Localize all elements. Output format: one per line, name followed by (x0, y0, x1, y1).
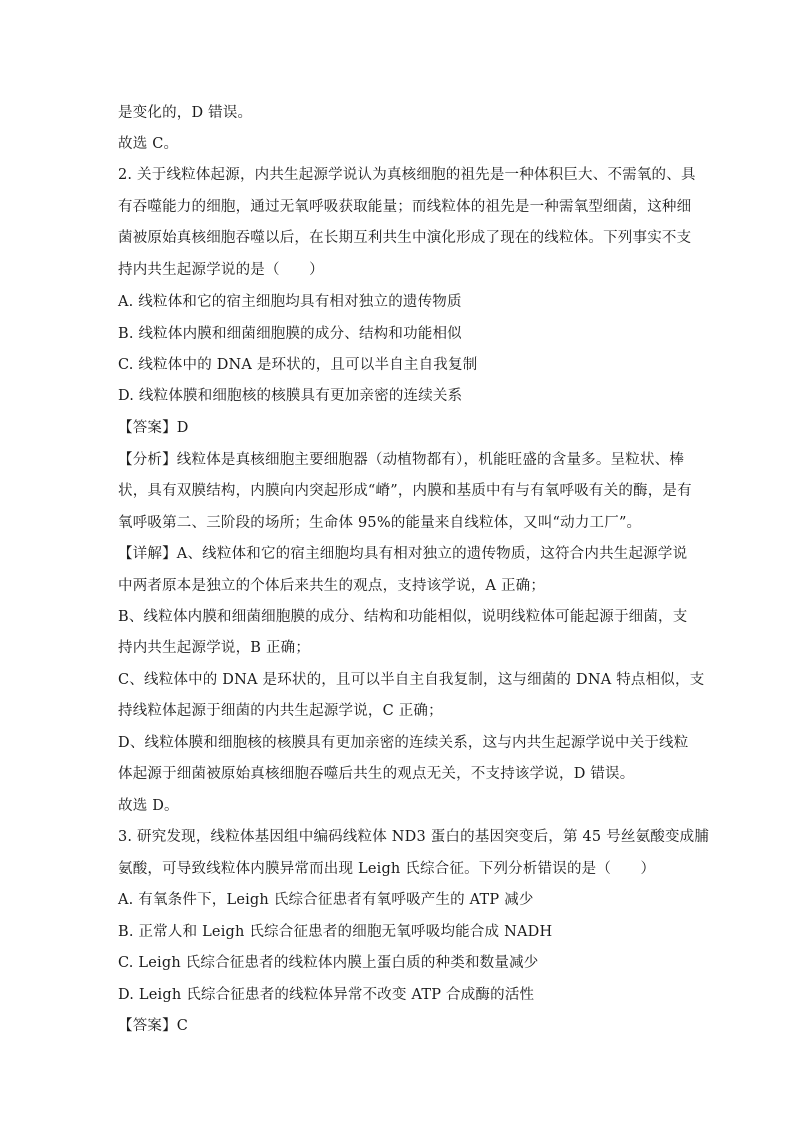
text-line: 故选 D。 (118, 798, 179, 814)
text-line: 持内共生起源学说的是（ ） (118, 262, 324, 278)
answer-label: 【答案】C (118, 1018, 189, 1034)
option-b: B. 正常人和 Leigh 氏综合征患者的细胞无氧呼吸均能合成 NADH (118, 924, 553, 940)
text-line: 故选 C。 (118, 136, 179, 152)
option-b: B. 线粒体内膜和细菌细胞膜的成分、结构和功能相似 (118, 326, 462, 342)
analysis-paragraph: 【分析】线粒体是真核细胞主要细胞器（动植物都有），机能旺盛的含量多。呈粒状、棒 (118, 452, 685, 468)
question-3-stem: 3. 研究发现，线粒体基因组中编码线粒体 ND3 蛋白的基因突变后，第 45 号丝氨酸变成脯 (118, 829, 710, 845)
option-a: A. 有氧条件下，Leigh 氏综合征患者有氧呼吸产生的 ATP 减少 (118, 892, 534, 908)
text-line: 是变化的，D 错误。 (118, 105, 253, 121)
text-line: 有吞噬能力的细胞，通过无氧呼吸获取能量；而线粒体的祖先是一种需氧型细菌，这种细 (118, 199, 692, 215)
answer-label: 【答案】D (118, 420, 189, 436)
explanation-paragraph: 【详解】A、线粒体和它的宿主细胞均具有相对独立的遗传物质，这符合内共生起源学说 (118, 546, 688, 562)
option-a: A. 线粒体和它的宿主细胞均具有相对独立的遗传物质 (118, 294, 462, 310)
text-line: 状，具有双膜结构，内膜向内突起形成“嵴”，内膜和基质中有与有氧呼吸有关的酶，是有 (118, 483, 692, 499)
option-c: C. 线粒体中的 DNA 是环状的，且可以半自主自我复制 (118, 357, 478, 373)
question-2-stem: 2. 关于线粒体起源，内共生起源学说认为真核细胞的祖先是一种体积巨大、不需氧的、具 (118, 167, 696, 183)
text-line: 氨酸，可导致线粒体内膜异常而出现 Leigh 氏综合征。下列分析错误的是（ ） (118, 861, 656, 877)
text-line: 体起源于细菌被原始真核细胞吞噬后共生的观点无关，不支持该学说，D 错误。 (118, 766, 635, 782)
text-line: 氧呼吸第二、三阶段的场所；生命体 95%的能量来自线粒体，又叫“动力工厂”。 (118, 515, 642, 531)
text-line: 持线粒体起源于细菌的内共生起源学说，C 正确； (118, 703, 443, 719)
text-line: B、线粒体内膜和细菌细胞膜的成分、结构和功能相似，说明线粒体可能起源于细菌，支 (118, 609, 688, 625)
text-line: 中两者原本是独立的个体后来共生的观点，支持该学说，A 正确； (118, 578, 546, 594)
option-d: D. Leigh 氏综合征患者的线粒体异常不改变 ATP 合成酶的活性 (118, 987, 535, 1003)
text-line: 持内共生起源学说，B 正确； (118, 640, 311, 656)
text-line: D、线粒体膜和细胞核的核膜具有更加亲密的连续关系，这与内共生起源学说中关于线粒 (118, 735, 689, 751)
option-d: D. 线粒体膜和细胞核的核膜具有更加亲密的连续关系 (118, 388, 463, 404)
text-line: C、线粒体中的 DNA 是环状的，且可以半自主自我复制，这与细菌的 DNA 特点相似，支 (118, 672, 705, 688)
text-line: 菌被原始真核细胞吞噬以后，在长期互利共生中演化形成了现在的线粒体。下列事实不支 (118, 230, 692, 246)
option-c: C. Leigh 氏综合征患者的线粒体内膜上蛋白质的种类和数量减少 (118, 955, 539, 971)
